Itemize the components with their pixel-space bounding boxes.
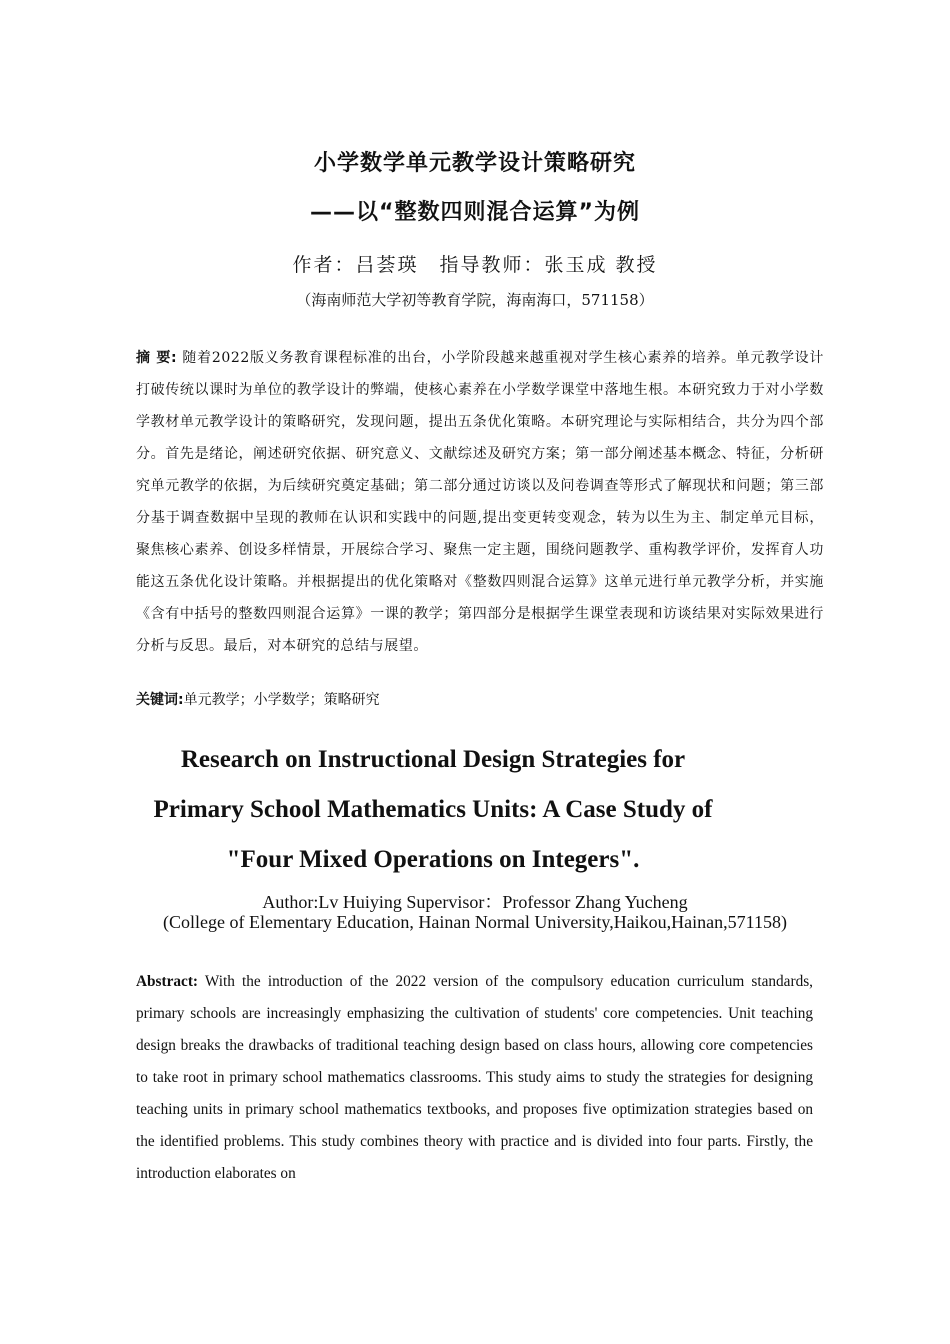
english-title-line-3: "Four Mixed Operations on Integers". — [226, 846, 640, 873]
english-title-line-2: Primary School Mathematics Units: A Case Study of — [153, 796, 713, 823]
chinese-title: 小学数学单元教学设计策略研究 — [313, 151, 636, 176]
chinese-abstract — [136, 342, 824, 662]
chinese-abstract-label: 摘 要: — [136, 350, 178, 366]
chinese-abstract-text: 随着2022版义务教育课程标准的出台，小学阶段越来越重视对学生核心素养的培养。单元教学设计打破传统以课时为单位的教学设计的弊端，使核心素养在小学数学课堂中落地生根。本研究致力于对小学数学教材单元教学设计的策略研究，发现问题，提出五条优化策略。本研究理论与实际相结合，共分为四个部分。首先是绪论，阐述研究依据、研究意义、文献综述及研究方案；第一部分阐述基本概念、特征，分析研究单元教学的依据，为后续研究奠定基础；第二部分通过访谈以及问卷调查等形式了解现状和问题；第三部分基于调查数据中呈现的教师在认识和实践中的问题,提出变更转变观念，转为以生为主、制定单元目标，聚焦核心素养、创设多样情景，开展综合学习、聚焦一定主题，围绕问题教学、重构教学评价，发挥育人功能这五条优化设计策略。并根据提出的优化策略对《整数四则混合运算》这单元进行单元教学分析，并实施《含有中括号的整数四则混合运算》一课的教学；第四部分是根据学生课堂表现和访谈结果对实际效果进行分析与反思。最后，对本研究的总结与展望。 — [136, 350, 825, 654]
chinese-keywords — [136, 688, 824, 712]
english-abstract-label: Abstract: — [136, 973, 199, 990]
chinese-affiliation: （海南师范大学初等教育学院，海南海口，571158） — [296, 291, 654, 309]
chinese-keywords-text: 单元教学；小学数学；策略研究 — [183, 692, 380, 708]
chinese-subtitle: ——以“整数四则混合运算”为例 — [310, 200, 640, 225]
english-affiliation: (College of Elementary Education, Hainan Normal University,Haikou,Hainan,571158) — [163, 912, 787, 932]
english-abstract — [136, 966, 813, 1190]
english-title-line-1: Research on Instructional Design Strategies for — [180, 746, 686, 773]
chinese-keywords-label: 关键词: — [136, 692, 184, 708]
english-abstract-text: With the introduction of the 2022 version of the compulsory education curriculum standards, primary schools are increasingly emphasizing the cultivation of students' core competencies. Unit teaching design breaks the drawbacks of traditional teaching design based on class hours, allowing core competencies to take root in primary school mathematics classrooms. This study aims to study the strategies for designing teaching units in primary school mathematics textbooks, and proposes five optimization strategies based on the identified problems. This study combines theory with practice and is divided into four parts. Firstly, the introduction elaborates on — [136, 973, 813, 1182]
english-author-line: Author:Lv Huiying Supervisor：Professor Zhang Yucheng — [262, 892, 688, 912]
chinese-author-line: 作者：吕荟瑛 指导教师：张玉成 教授 — [292, 254, 658, 276]
